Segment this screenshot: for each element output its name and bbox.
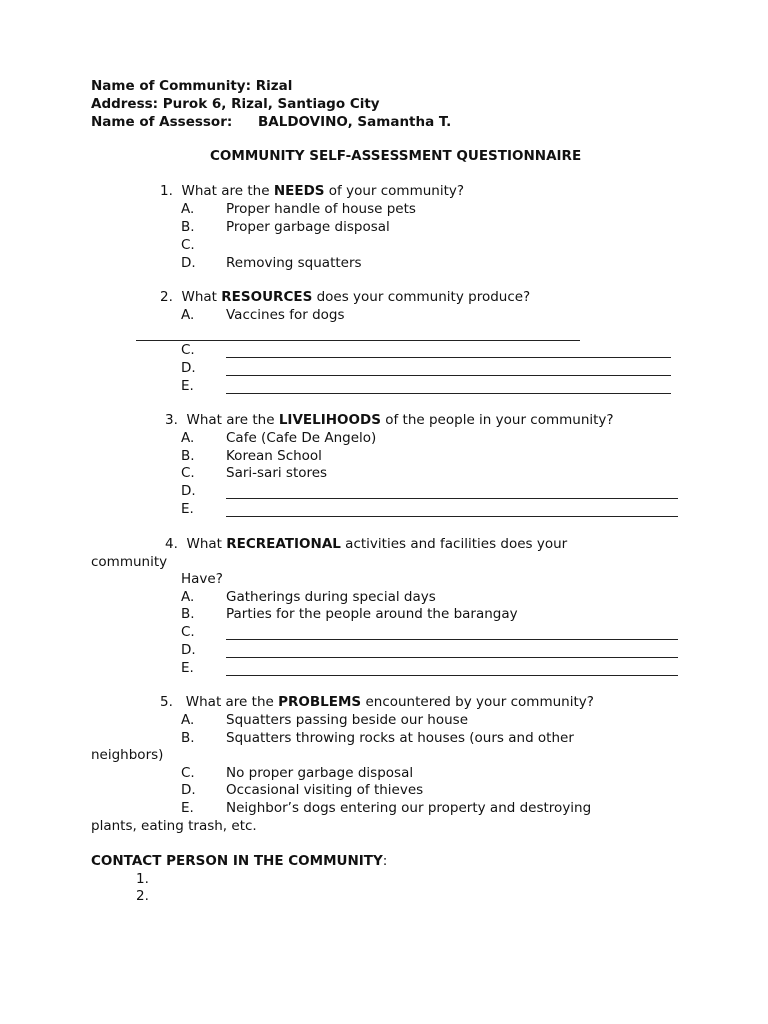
question-number: 3.	[165, 412, 178, 428]
answer-blank-line	[226, 486, 678, 499]
address-line	[91, 98, 380, 112]
question-text-continued: community	[91, 554, 168, 570]
answer-letter: B.	[181, 219, 195, 235]
answer-text: No proper garbage disposal	[226, 765, 414, 781]
question-keyword: RECREATIONAL	[226, 536, 341, 552]
answer-text: Neighbor’s dogs entering our property and destroying	[226, 800, 592, 816]
question-text: What are the	[181, 183, 270, 199]
answer-letter: C.	[181, 237, 195, 253]
question-keyword: RESOURCES	[221, 289, 313, 305]
answer-text: Occasional visiting of thieves	[226, 782, 424, 798]
answer-letter: E.	[181, 660, 194, 676]
answer-blank-line	[226, 504, 678, 517]
answer-letter: D.	[181, 483, 196, 499]
contact-heading-text: CONTACT PERSON IN THE COMMUNITY	[91, 853, 383, 869]
question-text: What are the	[186, 412, 275, 428]
question-text: What	[181, 289, 217, 305]
answer-text: Sari-sari stores	[226, 465, 328, 481]
answer-letter: A.	[181, 430, 195, 446]
contact-item-number: 2.	[136, 888, 149, 904]
answer-blank-line	[226, 345, 671, 358]
question-5	[160, 696, 594, 710]
question-text: activities and facilities does your	[345, 536, 568, 552]
answer-text: Vaccines for dogs	[226, 307, 345, 323]
question-text: encountered by your community?	[365, 694, 594, 710]
question-text: of the people in your community?	[385, 412, 614, 428]
answer-text: Squatters throwing rocks at houses (ours and other	[226, 730, 574, 746]
question-2	[160, 291, 530, 305]
answer-letter: A.	[181, 307, 195, 323]
answer-letter: B.	[181, 448, 195, 464]
answer-text: Gatherings during special days	[226, 589, 436, 605]
answer-letter: E.	[181, 501, 194, 517]
answer-blank-line	[136, 328, 580, 341]
question-keyword: PROBLEMS	[278, 694, 362, 710]
answer-letter: C.	[181, 465, 195, 481]
community-label: Name of Community:	[91, 78, 251, 94]
contact-heading	[91, 855, 387, 869]
question-text-continued: Have?	[181, 571, 223, 587]
answer-letter: A.	[181, 589, 195, 605]
answer-letter: D.	[181, 782, 196, 798]
assessor-value: BALDOVINO, Samantha T.	[258, 114, 452, 130]
assessor-line	[91, 116, 232, 130]
answer-letter: D.	[181, 642, 196, 658]
community-value: Rizal	[255, 78, 293, 94]
answer-blank-line	[226, 645, 678, 658]
question-3	[165, 414, 614, 428]
answer-letter: C.	[181, 624, 195, 640]
answer-blank-line	[226, 381, 671, 394]
answer-letter: E.	[181, 378, 194, 394]
question-text: What	[186, 536, 222, 552]
answer-letter: B.	[181, 606, 195, 622]
answer-text: Parties for the people around the barangay	[226, 606, 518, 622]
answer-text-wrap: neighbors)	[91, 747, 164, 763]
question-text: of your community?	[328, 183, 465, 199]
answer-letter: D.	[181, 255, 196, 271]
question-keyword: NEEDS	[273, 183, 325, 199]
question-number: 1.	[160, 183, 173, 199]
question-text: does your community produce?	[316, 289, 531, 305]
answer-letter: C.	[181, 765, 195, 781]
answer-letter: B.	[181, 730, 195, 746]
answer-blank-line	[226, 363, 671, 376]
answer-text: Korean School	[226, 448, 322, 464]
answer-letter: E.	[181, 800, 194, 816]
answer-text: Proper handle of house pets	[226, 201, 416, 217]
answer-letter: D.	[181, 360, 196, 376]
answer-letter: C.	[181, 342, 195, 358]
question-1	[160, 185, 464, 199]
answer-text: Squatters passing beside our house	[226, 712, 469, 728]
answer-blank-line	[226, 663, 678, 676]
page-title: COMMUNITY SELF-ASSESSMENT QUESTIONNAIRE	[210, 148, 582, 164]
answer-letter: A.	[181, 712, 195, 728]
question-text: What are the	[185, 694, 274, 710]
answer-blank-line	[226, 627, 678, 640]
answer-letter: A.	[181, 201, 195, 217]
contact-heading-colon: :	[382, 853, 388, 869]
assessor-label: Name of Assessor:	[91, 114, 233, 130]
contact-item-number: 1.	[136, 871, 149, 887]
question-number: 2.	[160, 289, 173, 305]
answer-text-wrap: plants, eating trash, etc.	[91, 818, 257, 834]
question-number: 4.	[165, 536, 178, 552]
answer-text: Removing squatters	[226, 255, 362, 271]
community-name-line	[91, 80, 292, 94]
address-value: Purok 6, Rizal, Santiago City	[162, 96, 380, 112]
question-number: 5.	[160, 694, 173, 710]
question-4	[165, 538, 567, 552]
question-keyword: LIVELIHOODS	[278, 412, 381, 428]
answer-text: Cafe (Cafe De Angelo)	[226, 430, 377, 446]
address-label: Address:	[91, 96, 159, 112]
answer-text: Proper garbage disposal	[226, 219, 390, 235]
